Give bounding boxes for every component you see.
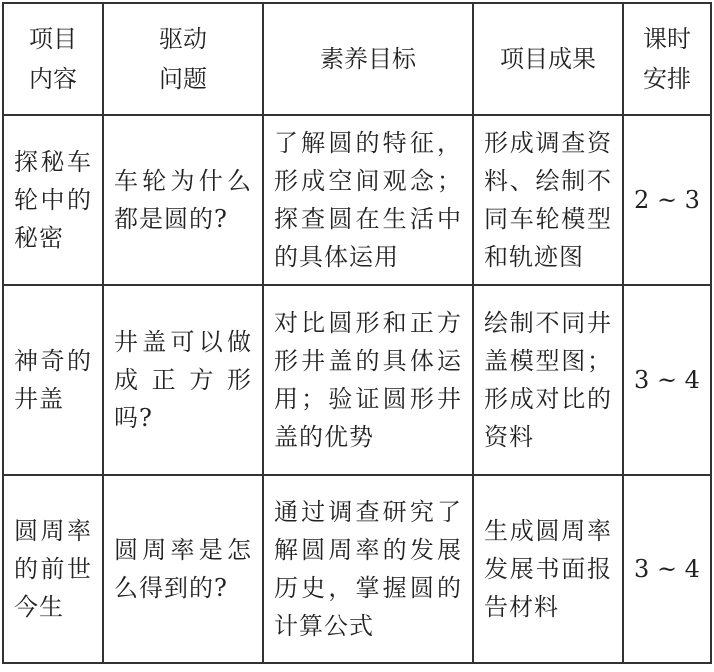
header-line: 项目成果 (500, 45, 596, 73)
table-row (3, 115, 711, 285)
header-project-content (3, 3, 103, 115)
cell-class-hours: 3 ~ 4 (623, 285, 711, 475)
header-line: 项目 (29, 25, 77, 53)
table-row (3, 475, 711, 663)
table-row (3, 285, 711, 475)
cell-project-content: 圆周率的前世今生 (3, 475, 103, 663)
header-project-result (473, 3, 623, 115)
header-line: 内容 (29, 65, 77, 93)
header-line: 问题 (159, 65, 207, 93)
cell-project-content: 神奇的井盖 (3, 285, 103, 475)
cell-driving-question: 圆周率是怎么得到的? (103, 475, 263, 663)
cell-project-content: 探秘车轮中的秘密 (3, 115, 103, 285)
cell-project-result: 绘制不同井盖模型图；形成对比的资料 (473, 285, 623, 475)
cell-literacy-goal: 通过调查研究了解圆周率的发展历史，掌握圆的计算公式 (263, 475, 473, 663)
table-header-row (3, 3, 711, 115)
cell-class-hours: 2 ~ 3 (623, 115, 711, 285)
cell-project-result: 形成调查资料、绘制不同车轮模型和轨迹图 (473, 115, 623, 285)
project-plan-table (2, 2, 712, 664)
header-line: 安排 (643, 65, 691, 93)
header-line: 课时 (643, 25, 691, 53)
header-line: 素养目标 (320, 45, 416, 73)
cell-driving-question: 井盖可以做成正方形吗? (103, 285, 263, 475)
header-literacy-goal (263, 3, 473, 115)
cell-literacy-goal: 了解圆的特征，形成空间观念；探查圆在生活中的具体运用 (263, 115, 473, 285)
cell-literacy-goal: 对比圆形和正方形井盖的具体运用；验证圆形井盖的优势 (263, 285, 473, 475)
header-line: 驱动 (159, 25, 207, 53)
header-driving-question (103, 3, 263, 115)
cell-project-result: 生成圆周率发展书面报告材料 (473, 475, 623, 663)
header-class-hours (623, 3, 711, 115)
cell-driving-question: 车轮为什么都是圆的? (103, 115, 263, 285)
cell-class-hours: 3 ~ 4 (623, 475, 711, 663)
